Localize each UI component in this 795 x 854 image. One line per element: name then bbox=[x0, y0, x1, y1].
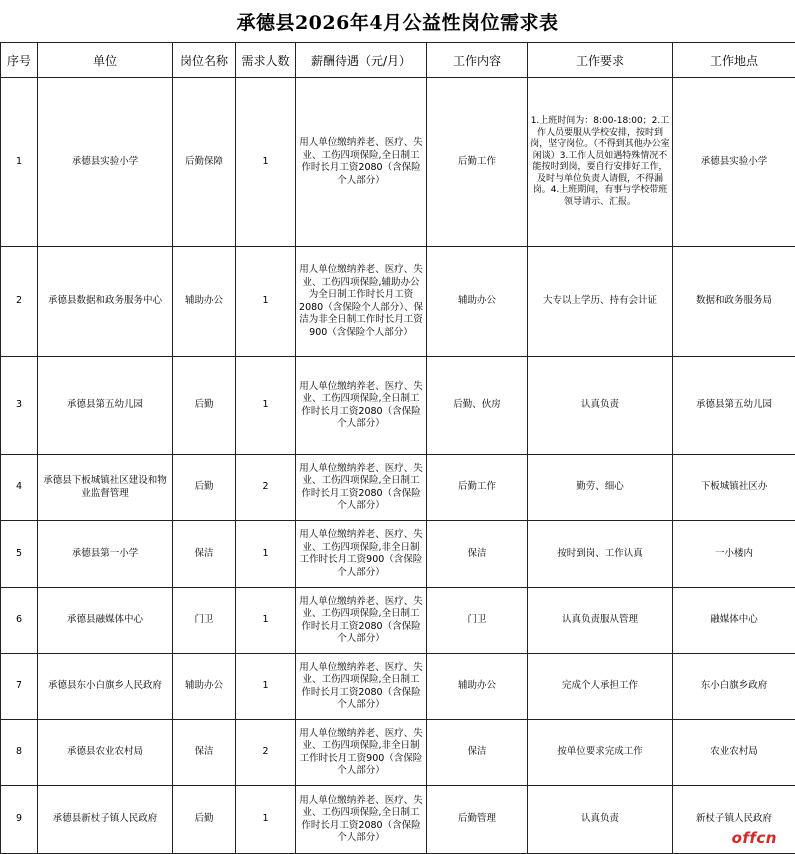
header-no: 序号 bbox=[1, 43, 38, 78]
cell-unit: 承德县第一小学 bbox=[38, 521, 173, 588]
cell-position: 后勤 bbox=[173, 455, 236, 521]
cell-requirement: 勤劳、细心 bbox=[528, 455, 673, 521]
watermark-logo: offcn bbox=[732, 829, 777, 847]
cell-location: 数据和政务服务局 bbox=[673, 247, 795, 357]
cell-location: 新杖子镇人民政府 bbox=[673, 786, 795, 854]
cell-count: 2 bbox=[236, 720, 296, 786]
cell-no: 9 bbox=[1, 786, 38, 854]
cell-location: 承德县实验小学 bbox=[673, 78, 795, 247]
header-position: 岗位名称 bbox=[173, 43, 236, 78]
cell-count: 1 bbox=[236, 78, 296, 247]
table-row bbox=[1, 78, 795, 247]
cell-content: 后勤工作 bbox=[427, 455, 528, 521]
table-row bbox=[1, 357, 795, 455]
cell-no: 2 bbox=[1, 247, 38, 357]
table-row bbox=[1, 247, 795, 357]
cell-content: 保洁 bbox=[427, 720, 528, 786]
table-header-row bbox=[1, 43, 795, 78]
cell-position: 门卫 bbox=[173, 588, 236, 654]
cell-salary: 用人单位缴纳养老、医疗、失业、工伤四项保险,非全日制工作时长月工资900（含保险个人部分） bbox=[296, 521, 427, 588]
cell-content: 后勤、伙房 bbox=[427, 357, 528, 455]
cell-position: 保洁 bbox=[173, 521, 236, 588]
cell-unit: 承德县东小白旗乡人民政府 bbox=[38, 654, 173, 720]
page-title: 承德县2026年4月公益性岗位需求表 bbox=[0, 0, 795, 42]
cell-count: 1 bbox=[236, 247, 296, 357]
cell-requirement: 认真负责服从管理 bbox=[528, 588, 673, 654]
cell-salary: 用人单位缴纳养老、医疗、失业、工伤四项保险,非全日制工作时长月工资900（含保险个人部分） bbox=[296, 720, 427, 786]
cell-salary: 用人单位缴纳养老、医疗、失业、工伤四项保险,全日制工作时长月工资2080（含保险个人部分） bbox=[296, 654, 427, 720]
cell-count: 1 bbox=[236, 588, 296, 654]
cell-unit: 承德县下板城镇社区建设和物业监督管理 bbox=[38, 455, 173, 521]
cell-count: 1 bbox=[236, 521, 296, 588]
cell-salary: 用人单位缴纳养老、医疗、失业、工伤四项保险,全日制工作时长月工资2080（含保险个人部分） bbox=[296, 357, 427, 455]
cell-location: 一小楼内 bbox=[673, 521, 795, 588]
cell-position: 后勤 bbox=[173, 786, 236, 854]
job-table bbox=[0, 42, 795, 854]
cell-requirement: 按单位要求完成工作 bbox=[528, 720, 673, 786]
table-row bbox=[1, 654, 795, 720]
cell-count: 1 bbox=[236, 357, 296, 455]
table-row bbox=[1, 720, 795, 786]
cell-location: 下板城镇社区办 bbox=[673, 455, 795, 521]
cell-position: 辅助办公 bbox=[173, 247, 236, 357]
cell-requirement: 认真负责 bbox=[528, 357, 673, 455]
cell-location: 农业农村局 bbox=[673, 720, 795, 786]
cell-content: 保洁 bbox=[427, 521, 528, 588]
cell-count: 1 bbox=[236, 786, 296, 854]
cell-position: 保洁 bbox=[173, 720, 236, 786]
cell-count: 1 bbox=[236, 654, 296, 720]
cell-content: 后勤工作 bbox=[427, 78, 528, 247]
table-row bbox=[1, 588, 795, 654]
cell-content: 辅助办公 bbox=[427, 654, 528, 720]
cell-salary: 用人单位缴纳养老、医疗、失业、工伤四项保险,全日制工作时长月工资2080（含保险个人部分） bbox=[296, 588, 427, 654]
cell-position: 辅助办公 bbox=[173, 654, 236, 720]
table-row bbox=[1, 786, 795, 854]
table-row bbox=[1, 455, 795, 521]
cell-no: 5 bbox=[1, 521, 38, 588]
cell-unit: 承德县数据和政务服务中心 bbox=[38, 247, 173, 357]
header-count: 需求人数 bbox=[236, 43, 296, 78]
table-row bbox=[1, 521, 795, 588]
cell-requirement: 1.上班时间为：8:00-18:00；2.工作人员要服从学校安排，按时到岗，坚守岗位。（不得到其他办公室闲谈）3.工作人员如遇特殊情况不能按时到岗，要自行安排好工作，及时与单位负责人请假，不得漏岗。4.上班期间，有事与学校带班领导请示、汇报。 bbox=[528, 78, 673, 247]
header-salary: 薪酬待遇（元/月） bbox=[296, 43, 427, 78]
header-content: 工作内容 bbox=[427, 43, 528, 78]
cell-no: 8 bbox=[1, 720, 38, 786]
cell-unit: 承德县融媒体中心 bbox=[38, 588, 173, 654]
cell-unit: 承德县第五幼儿园 bbox=[38, 357, 173, 455]
cell-unit: 承德县实验小学 bbox=[38, 78, 173, 247]
cell-count: 2 bbox=[236, 455, 296, 521]
cell-location: 承德县第五幼儿园 bbox=[673, 357, 795, 455]
cell-no: 6 bbox=[1, 588, 38, 654]
cell-unit: 承德县新杖子镇人民政府 bbox=[38, 786, 173, 854]
header-unit: 单位 bbox=[38, 43, 173, 78]
cell-location: 东小白旗乡政府 bbox=[673, 654, 795, 720]
header-location: 工作地点 bbox=[673, 43, 795, 78]
cell-requirement: 按时到岗、工作认真 bbox=[528, 521, 673, 588]
cell-requirement: 大专以上学历、持有会计证 bbox=[528, 247, 673, 357]
cell-location: 融媒体中心 bbox=[673, 588, 795, 654]
header-requirement: 工作要求 bbox=[528, 43, 673, 78]
cell-salary: 用人单位缴纳养老、医疗、失业、工伤四项保险,全日制工作时长月工资2080（含保险个人部分） bbox=[296, 78, 427, 247]
cell-content: 后勤管理 bbox=[427, 786, 528, 854]
cell-content: 辅助办公 bbox=[427, 247, 528, 357]
cell-no: 7 bbox=[1, 654, 38, 720]
cell-requirement: 完成个人承担工作 bbox=[528, 654, 673, 720]
cell-requirement: 认真负责 bbox=[528, 786, 673, 854]
cell-salary: 用人单位缴纳养老、医疗、失业、工伤四项保险,全日制工作时长月工资2080（含保险个人部分） bbox=[296, 786, 427, 854]
cell-no: 1 bbox=[1, 78, 38, 247]
cell-no: 3 bbox=[1, 357, 38, 455]
cell-position: 后勤 bbox=[173, 357, 236, 455]
cell-position: 后勤保障 bbox=[173, 78, 236, 247]
cell-no: 4 bbox=[1, 455, 38, 521]
cell-content: 门卫 bbox=[427, 588, 528, 654]
cell-unit: 承德县农业农村局 bbox=[38, 720, 173, 786]
cell-salary: 用人单位缴纳养老、医疗、失业、工伤四项保险,辅助办公为全日制工作时长月工资2080（含保险个人部分）、保洁为非全日制工作时长月工资900（含保险个人部分） bbox=[296, 247, 427, 357]
cell-salary: 用人单位缴纳养老、医疗、失业、工伤四项保险,全日制工作时长月工资2080（含保险个人部分） bbox=[296, 455, 427, 521]
